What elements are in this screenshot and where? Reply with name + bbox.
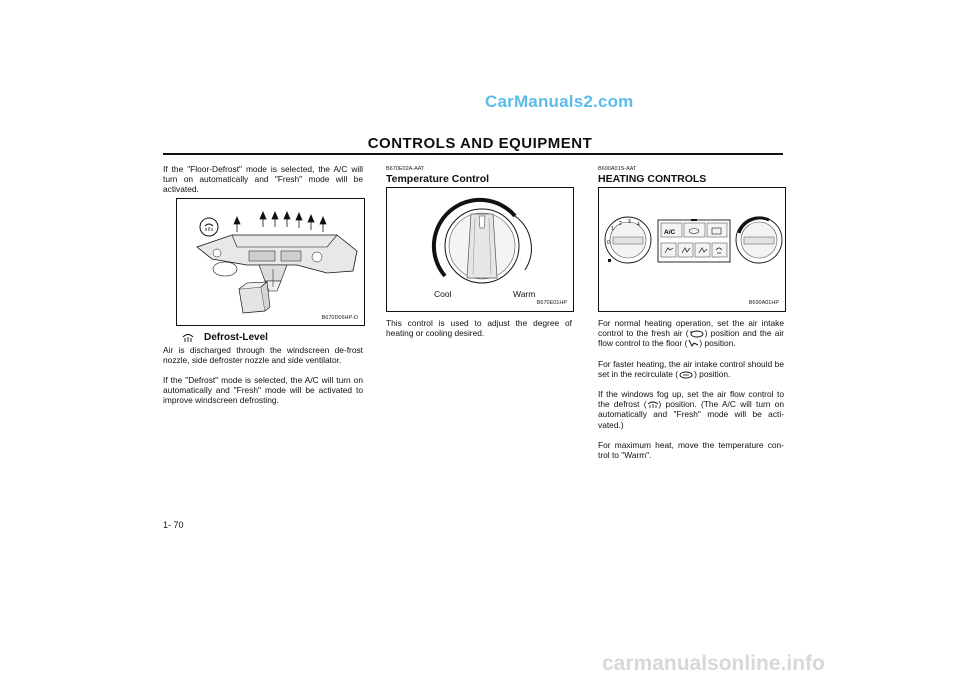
svg-text:2: 2 <box>619 221 622 227</box>
svg-text:A/C: A/C <box>664 229 676 236</box>
heating-panel-figure <box>598 187 786 312</box>
defrost-level-heading <box>182 332 362 344</box>
heating-text-2: For faster heating, the air intake control should be set in the recirculate ( ) position. <box>598 359 784 380</box>
defrost-level-text-1: Air is discharged through the windscreen de-frost nozzle, side defroster nozzle and side ventilator. <box>163 345 363 366</box>
page-header-title: CONTROLS AND EQUIPMENT <box>367 135 593 152</box>
heating-text-4: For maximum heat, move the temperature con-trol to "Warm". <box>598 440 784 461</box>
defrost-icon <box>182 332 194 343</box>
col2-section-code: B670E02A-AAT <box>386 166 425 172</box>
col3-figure-caption: B690A01HP <box>748 300 779 306</box>
defrost-inline-icon <box>647 400 659 409</box>
floor-mode-icon <box>687 339 699 348</box>
col1-figure-caption: B670D06HP-D <box>321 315 358 321</box>
watermark-bottom[interactable]: carmanualsonline.info <box>602 652 825 675</box>
defrost-mode-icon <box>200 218 218 236</box>
dashboard-illustration <box>177 199 364 325</box>
dashboard-defrost-figure <box>176 198 365 326</box>
col1-intro: If the "Floor-Defrost" mode is selected, the A/C will turn on automatically and "Fresh" mode will be activated. <box>163 164 363 195</box>
page-number: 1- 70 <box>163 520 184 530</box>
col2-figure-caption: B670E01HP <box>536 300 567 306</box>
defrost-level-title: Defrost-Level <box>204 332 268 343</box>
temperature-control-text: This control is used to adjust the degree of heating or cooling desired. <box>386 318 572 339</box>
header-rule <box>163 153 783 155</box>
svg-text:0: 0 <box>607 240 610 246</box>
col3-section-code: B690A01S-AAT <box>598 166 637 172</box>
temperature-control-title: Temperature Control <box>386 173 490 185</box>
defrost-level-text-2: If the "Defrost" mode is selected, the A/C will turn on automatically and "Fresh" mode will be activated to improve windscreen defrosting. <box>163 375 363 406</box>
warm-label: Warm <box>513 289 536 299</box>
heating-text-3: If the windows fog up, set the air flow control to the defrost ( ) position. (The A/C will turn on automatically and "Fresh" mode will be acti-vated.) <box>598 389 784 430</box>
watermark-top[interactable]: CarManuals2.com <box>485 92 634 111</box>
heating-controls-title: HEATING CONTROLS <box>598 173 707 185</box>
heating-text-1: For normal heating operation, set the air intake control to the fresh air ( ) position and the air flow control to the floor ( ) position. <box>598 318 784 349</box>
recirculate-icon <box>678 370 694 379</box>
temperature-knob-illustration <box>387 188 573 311</box>
svg-text:3: 3 <box>628 219 631 225</box>
svg-text:4: 4 <box>637 222 640 228</box>
heating-panel-illustration <box>599 188 785 311</box>
cool-label: Cool <box>434 289 452 299</box>
temperature-knob-figure <box>386 187 574 312</box>
svg-text:1: 1 <box>611 226 614 232</box>
fresh-air-icon <box>689 329 705 338</box>
